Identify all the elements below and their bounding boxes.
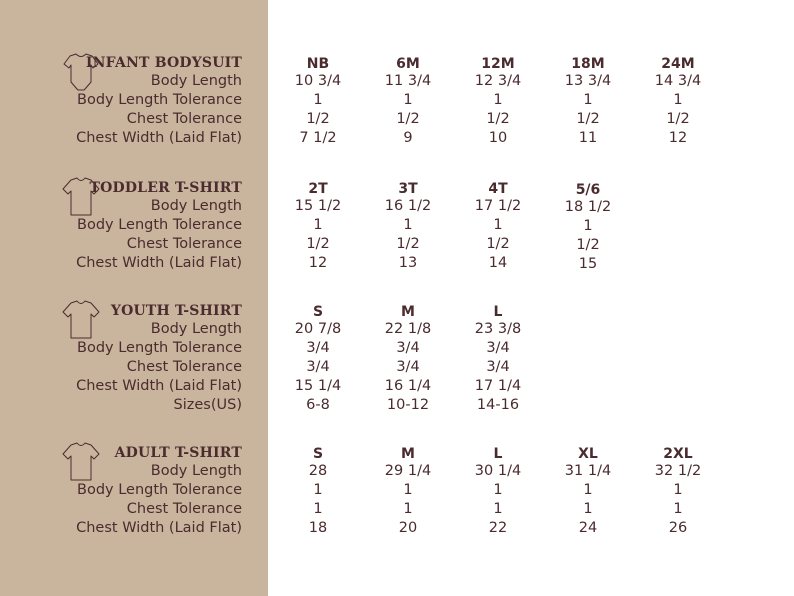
row-label: Body Length Tolerance [77, 217, 242, 233]
size-header: 2XL [663, 446, 693, 462]
table-cell: 26 [668, 520, 688, 536]
section-title: TODDLER T-SHIRT [89, 180, 242, 196]
table-cell: 1/2 [306, 111, 330, 127]
table-cell: 1/2 [666, 111, 690, 127]
size-header: 4T [488, 181, 508, 197]
section-title: ADULT T-SHIRT [114, 445, 242, 461]
table-cell: 9 [403, 130, 413, 146]
table-cell: 1 [313, 482, 323, 498]
row-label: Body Length Tolerance [77, 340, 242, 356]
table-cell: 13 3/4 [564, 73, 612, 89]
row-label: Sizes(US) [173, 397, 242, 413]
table-cell: 16 1/4 [384, 378, 432, 394]
size-header: M [401, 304, 415, 320]
tshirt-icon [62, 300, 100, 340]
table-cell: 3/4 [396, 340, 420, 356]
table-cell: 16 1/2 [384, 198, 432, 214]
size-header: S [312, 304, 324, 320]
table-cell: 1 [403, 482, 413, 498]
section-title: INFANT BODYSUIT [85, 55, 242, 71]
table-cell: 20 [398, 520, 418, 536]
table-cell: 13 [398, 255, 418, 271]
table-cell: 30 1/4 [474, 463, 522, 479]
table-cell: 15 1/2 [294, 198, 342, 214]
table-cell: 17 1/4 [474, 378, 522, 394]
table-cell: 10 3/4 [294, 73, 342, 89]
table-cell: 18 1/2 [564, 199, 612, 215]
table-cell: 1 [493, 92, 503, 108]
table-cell: 31 1/4 [564, 463, 612, 479]
table-cell: 12 [668, 130, 688, 146]
row-label: Body Length Tolerance [77, 482, 242, 498]
table-cell: 11 3/4 [384, 73, 432, 89]
size-header: 18M [571, 56, 605, 72]
table-cell: 15 1/4 [294, 378, 342, 394]
table-cell: 1 [313, 217, 323, 233]
table-cell: 1/2 [576, 111, 600, 127]
size-header: 2T [308, 181, 328, 197]
size-header: 5/6 [575, 182, 601, 198]
table-cell: 12 [308, 255, 328, 271]
table-cell: 10 [488, 130, 508, 146]
size-header: L [493, 304, 503, 320]
table-cell: 1 [493, 501, 503, 517]
table-cell: 1 [493, 217, 503, 233]
table-cell: 17 1/2 [474, 198, 522, 214]
table-cell: 6-8 [306, 397, 330, 413]
table-cell: 12 3/4 [474, 73, 522, 89]
row-label: Body Length [150, 73, 242, 89]
table-cell: 1/2 [576, 237, 600, 253]
table-cell: 14 [488, 255, 508, 271]
table-cell: 1/2 [486, 236, 510, 252]
row-label: Body Length Tolerance [77, 92, 242, 108]
table-cell: 3/4 [396, 359, 420, 375]
table-cell: 3/4 [486, 340, 510, 356]
table-cell: 1 [583, 482, 593, 498]
table-cell: 1/2 [396, 236, 420, 252]
table-cell: 22 [488, 520, 508, 536]
table-cell: 1 [403, 501, 413, 517]
size-header: 24M [661, 56, 695, 72]
row-label: Chest Tolerance [126, 111, 242, 127]
table-cell: 28 [308, 463, 328, 479]
size-header: S [312, 446, 324, 462]
table-cell: 11 [578, 130, 598, 146]
table-cell: 3/4 [306, 359, 330, 375]
row-label: Chest Width (Laid Flat) [76, 378, 242, 394]
row-label: Body Length [150, 321, 242, 337]
table-cell: 3/4 [486, 359, 510, 375]
row-label: Body Length [150, 198, 242, 214]
table-cell: 14 3/4 [654, 73, 702, 89]
row-label: Chest Tolerance [126, 501, 242, 517]
table-cell: 1 [673, 92, 683, 108]
table-cell: 14-16 [476, 397, 520, 413]
table-cell: 1 [583, 501, 593, 517]
size-header: NB [306, 56, 330, 72]
table-cell: 1 [583, 218, 593, 234]
table-cell: 1 [673, 482, 683, 498]
section-title: YOUTH T-SHIRT [110, 303, 242, 319]
table-cell: 1 [673, 501, 683, 517]
row-label: Chest Tolerance [126, 236, 242, 252]
table-cell: 7 1/2 [299, 130, 337, 146]
size-header: 3T [398, 181, 418, 197]
table-cell: 18 [308, 520, 328, 536]
table-cell: 1 [313, 92, 323, 108]
size-header: XL [578, 446, 598, 462]
tshirt-icon [62, 442, 100, 482]
size-header: 6M [396, 56, 420, 72]
table-cell: 1 [403, 217, 413, 233]
table-cell: 1/2 [396, 111, 420, 127]
table-cell: 1/2 [306, 236, 330, 252]
row-label: Chest Width (Laid Flat) [76, 255, 242, 271]
size-header: M [401, 446, 415, 462]
row-label: Chest Width (Laid Flat) [76, 130, 242, 146]
row-label: Chest Tolerance [126, 359, 242, 375]
table-cell: 3/4 [306, 340, 330, 356]
table-cell: 15 [578, 256, 598, 272]
row-label: Body Length [150, 463, 242, 479]
table-cell: 24 [578, 520, 598, 536]
table-cell: 1 [583, 92, 593, 108]
size-header: 12M [481, 56, 515, 72]
table-cell: 32 1/2 [654, 463, 702, 479]
table-cell: 23 3/8 [474, 321, 522, 337]
table-cell: 1/2 [486, 111, 510, 127]
table-cell: 10-12 [386, 397, 430, 413]
table-cell: 22 1/8 [384, 321, 432, 337]
table-cell: 1 [313, 501, 323, 517]
table-cell: 29 1/4 [384, 463, 432, 479]
size-header: L [493, 446, 503, 462]
table-cell: 1 [493, 482, 503, 498]
table-cell: 1 [403, 92, 413, 108]
table-cell: 20 7/8 [294, 321, 342, 337]
row-label: Chest Width (Laid Flat) [76, 520, 242, 536]
